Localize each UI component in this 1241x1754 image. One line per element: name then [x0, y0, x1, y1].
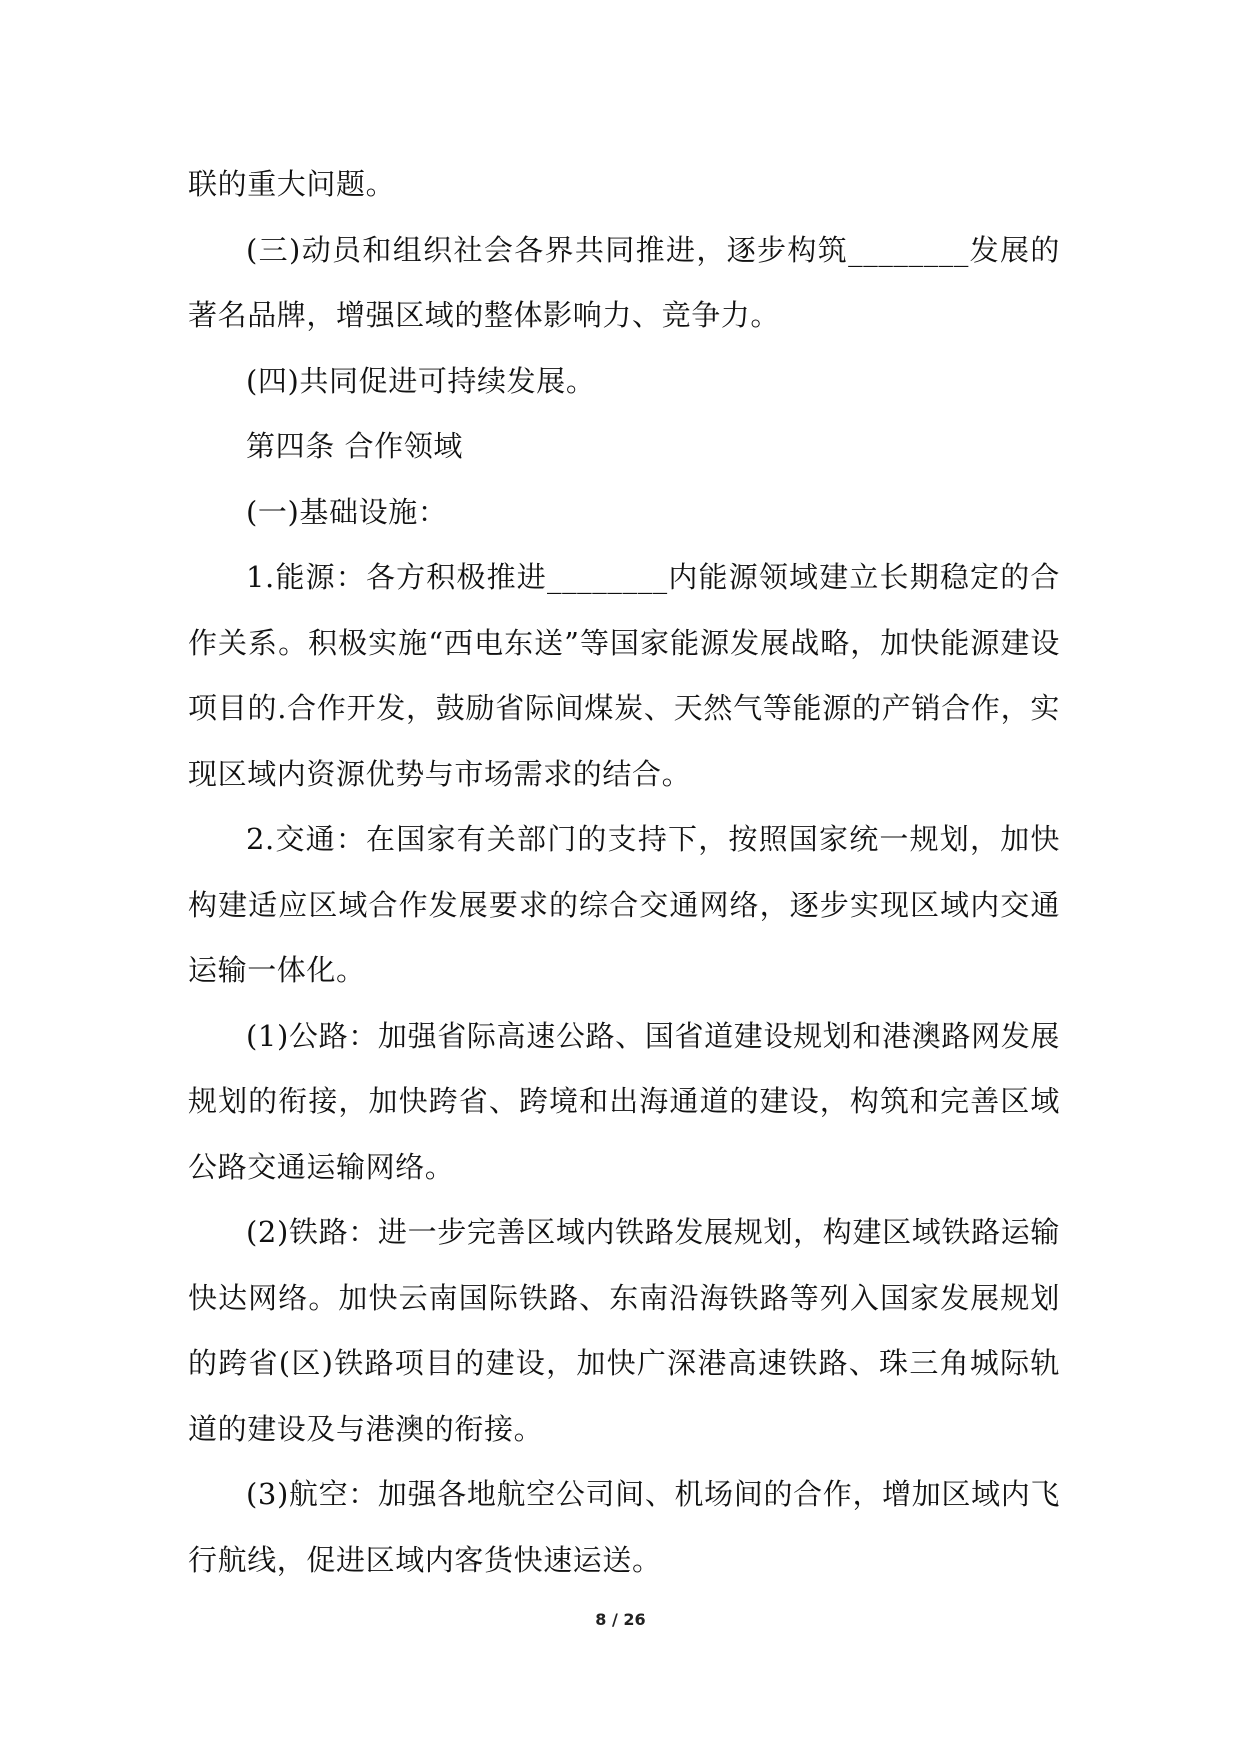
paragraph-item-4: (四)共同促进可持续发展。 [246, 363, 596, 398]
article-heading: 第四条 合作领域 [246, 429, 464, 463]
paragraph-aviation: (3)航空：加强各地航空公司间、机场间的合作，增加区域内飞行航线，促进区域内客货快速运送。 [188, 1477, 1060, 1577]
paragraph-item-3: (三)动员和组织社会各界共同推进，逐步构筑________发展的著名品牌，增强区域的整体影响力、竞争力。 [188, 232, 1060, 332]
paragraph-railway: (2)铁路：进一步完善区域内铁路发展规划，构建区域铁路运输快达网络。加快云南国际铁路、东南沿海铁路等列入国家发展规划的跨省(区)铁路项目的建设，加快广深港高速铁路、珠三角城际轨道的建设及与港澳的衔接。 [188, 1215, 1060, 1446]
document-body [188, 152, 1060, 1593]
paragraph-energy: 1.能源：各方积极推进________内能源领域建立长期稳定的合作关系。积极实施“西电东送”等国家能源发展战略，加快能源建设项目的.合作开发，鼓励省际间煤炭、天然气等能源的产销合作，实现区域内资源优势与市场需求的结合。 [188, 560, 1060, 791]
section-heading-infrastructure: (一)基础设施： [246, 494, 448, 529]
paragraph-transport: 2.交通：在国家有关部门的支持下，按照国家统一规划，加快构建适应区域合作发展要求的综合交通网络，逐步实现区域内交通运输一体化。 [188, 822, 1060, 987]
page-number: 8 / 26 [595, 1610, 646, 1629]
paragraph-highway: (1)公路：加强省际高速公路、国省道建设规划和港澳路网发展规划的衔接，加快跨省、跨境和出海通道的建设，构筑和完善区域公路交通运输网络。 [188, 1018, 1060, 1184]
paragraph-continuation: 联的重大问题。 [188, 167, 396, 201]
